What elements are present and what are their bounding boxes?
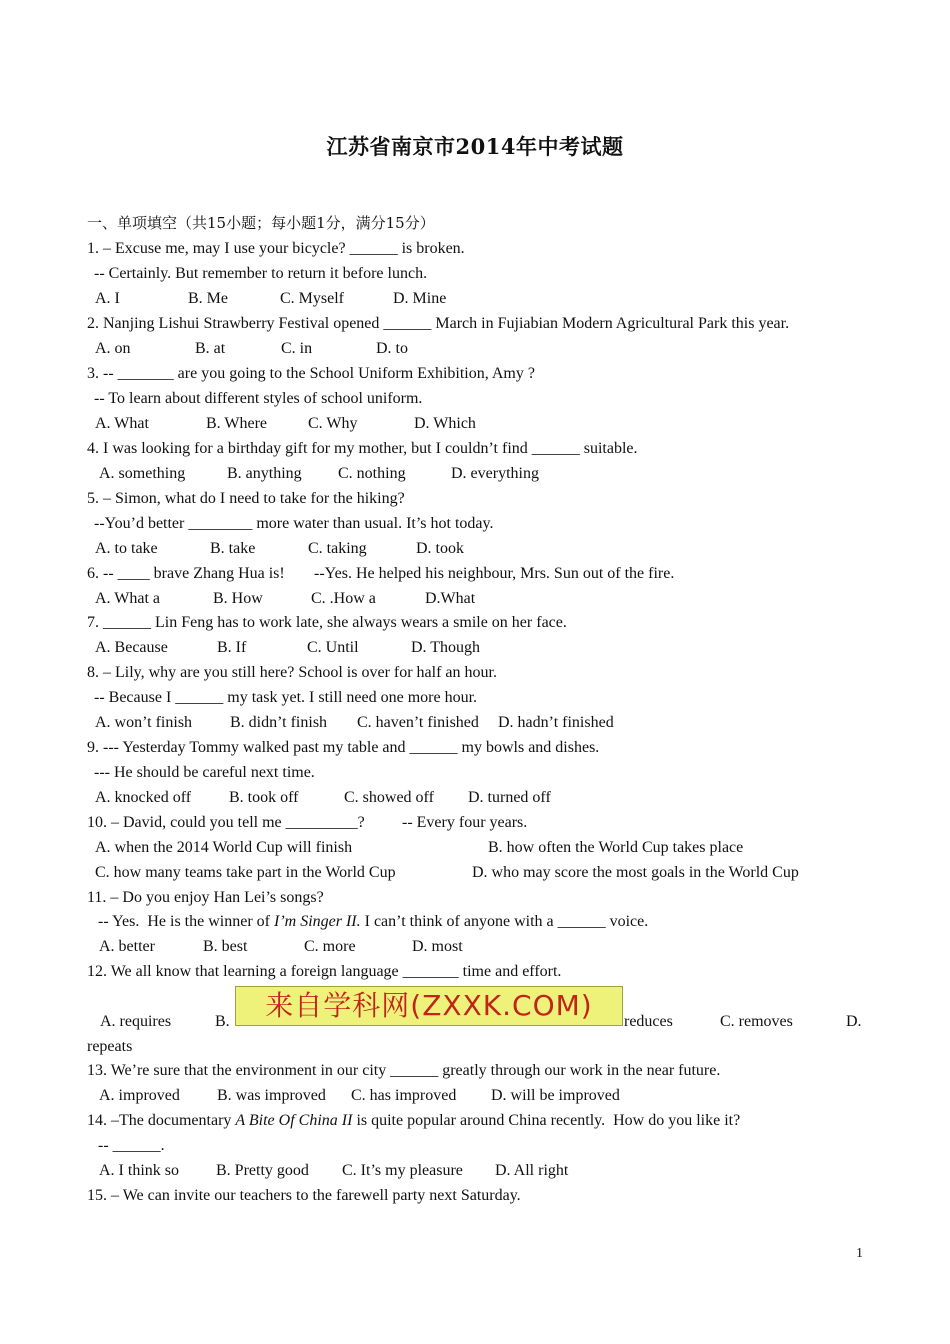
- section-heading: 一、单项填空（共15小题；每小题1分，满分15分）: [87, 214, 435, 232]
- option-b: B. Me: [188, 290, 228, 307]
- question-6: [87, 563, 787, 585]
- question-2-options: [87, 338, 787, 360]
- option-c: C. .How a: [311, 590, 376, 607]
- question-11-response: [98, 911, 648, 933]
- option-c: C. haven’t finished: [357, 714, 479, 731]
- option-c: C. more: [304, 938, 356, 955]
- question-12: 12. We all know that learning a foreign language _______ time and effort.: [87, 963, 562, 980]
- option-c: C. has improved: [351, 1087, 457, 1104]
- option-c: C. showed off: [344, 789, 434, 806]
- option-a: A. won’t finish: [95, 714, 193, 731]
- question-14-text-2: is quite popular around China recently. How do you like it?: [352, 1112, 741, 1129]
- question-10-options-row-1: [87, 837, 847, 859]
- page-number: 1: [856, 1246, 863, 1261]
- question-4: 4. I was looking for a birthday gift for my mother, but I couldn’t find ______ suitable.: [87, 440, 638, 457]
- documentary-title: A Bite Of China II: [235, 1112, 353, 1129]
- page-title: 江苏省南京市2014年中考试题: [326, 134, 624, 159]
- option-b: B. anything: [227, 465, 302, 482]
- option-d: D. who may score the most goals in the World Cup: [472, 864, 799, 881]
- option-d: D. hadn’t finished: [498, 714, 614, 731]
- question-10-prompt: 10. – David, could you tell me _________?: [87, 814, 365, 831]
- question-4-options: [87, 463, 787, 485]
- option-d: D. Mine: [393, 290, 447, 307]
- option-a: A. knocked off: [95, 789, 192, 806]
- option-b: B. was improved: [217, 1087, 326, 1104]
- option-b: B. at: [195, 340, 226, 357]
- option-b: B. didn’t finish: [230, 714, 328, 731]
- question-3: 3. -- _______ are you going to the School Uniform Exhibition, Amy ?: [87, 365, 535, 382]
- option-d: D. took: [416, 540, 464, 557]
- question-13: 13. We’re sure that the environment in our city ______ greatly through our work in the near future.: [87, 1062, 721, 1079]
- option-d: D. most: [412, 938, 463, 955]
- question-10: [87, 812, 787, 834]
- response-text-1: -- Yes. He is the winner of: [98, 913, 274, 930]
- option-a: A. What: [95, 415, 149, 432]
- option-b-text: reduces: [624, 1013, 673, 1030]
- question-5-options: [87, 538, 787, 560]
- question-5: 5. – Simon, what do I need to take for the hiking?: [87, 490, 405, 507]
- question-1-response: -- Certainly. But remember to return it before lunch.: [94, 265, 428, 282]
- option-c: C. It’s my pleasure: [342, 1162, 463, 1179]
- option-d-text: repeats: [87, 1038, 133, 1055]
- watermark-banner: [235, 986, 623, 1026]
- question-9-response: --- He should be careful next time.: [94, 764, 315, 781]
- question-7: 7. ______ Lin Feng has to work late, she always wears a smile on her face.: [87, 614, 567, 631]
- option-b: B. If: [217, 639, 247, 656]
- option-a: A. when the 2014 World Cup will finish: [95, 839, 353, 856]
- option-a: A. I: [95, 290, 120, 307]
- option-b: B.: [215, 1013, 230, 1030]
- option-b: B. Pretty good: [216, 1162, 309, 1179]
- option-b: B. took off: [229, 789, 299, 806]
- option-d: D. will be improved: [491, 1087, 620, 1104]
- question-10-options-row-2: [87, 862, 847, 884]
- question-8-options: [87, 712, 787, 734]
- option-a: A. I think so: [99, 1162, 179, 1179]
- option-b: B. Where: [206, 415, 268, 432]
- question-6-options: [87, 588, 787, 610]
- question-8: 8. – Lily, why are you still here? School is over for half an hour.: [87, 664, 497, 681]
- option-d: D. Which: [414, 415, 476, 432]
- question-14: [87, 1110, 740, 1132]
- question-9: 9. --- Yesterday Tommy walked past my table and ______ my bowls and dishes.: [87, 739, 600, 756]
- question-7-options: [87, 637, 787, 659]
- option-b: B. how often the World Cup takes place: [488, 839, 744, 856]
- question-1: 1. – Excuse me, may I use your bicycle? ______ is broken.: [87, 240, 465, 257]
- watermark-text: 来自学科网(ZXXK.COM): [265, 989, 593, 1022]
- question-8-response: -- Because I ______ my task yet. I still need one more hour.: [94, 689, 478, 706]
- question-9-options: [87, 787, 787, 809]
- question-2: 2. Nanjing Lishui Strawberry Festival opened ______ March in Fujiabian Modern Agricultural Park this year.: [87, 315, 790, 332]
- question-3-options: [87, 413, 787, 435]
- option-c: C. taking: [308, 540, 367, 557]
- option-a: A. something: [99, 465, 186, 482]
- option-b: B. How: [213, 590, 263, 607]
- question-1-options: [87, 288, 787, 310]
- question-6-response: --Yes. He helped his neighbour, Mrs. Sun out of the fire.: [314, 565, 675, 582]
- option-a: A. improved: [99, 1087, 180, 1104]
- question-11: 11. – Do you enjoy Han Lei’s songs?: [87, 889, 324, 906]
- question-13-options: [87, 1085, 787, 1107]
- question-10-response: -- Every four years.: [402, 814, 528, 831]
- option-d: D. All right: [495, 1162, 569, 1179]
- option-d: D.: [846, 1013, 862, 1030]
- song-title: I’m Singer II.: [273, 913, 361, 930]
- question-6-prompt: 6. -- ____ brave Zhang Hua is!: [87, 565, 285, 582]
- option-c: C. in: [281, 340, 313, 357]
- option-d: D. to: [376, 340, 408, 357]
- option-b: B. take: [210, 540, 256, 557]
- option-d: D.What: [425, 590, 476, 607]
- option-d: D. Though: [411, 639, 481, 656]
- option-c: C. Until: [307, 639, 359, 656]
- option-a: A. better: [99, 938, 155, 955]
- option-a: A. requires: [100, 1013, 172, 1030]
- option-a: A. Because: [95, 639, 168, 656]
- question-3-response: -- To learn about different styles of school uniform.: [94, 390, 423, 407]
- option-c: C. Why: [308, 415, 358, 432]
- option-c: C. Myself: [280, 290, 344, 307]
- question-14-response: -- ______.: [98, 1137, 165, 1154]
- option-c: C. how many teams take part in the World Cup: [95, 864, 396, 881]
- option-a: A. on: [95, 340, 131, 357]
- question-14-text-1: 14. –The documentary: [87, 1112, 236, 1129]
- question-5-response: --You’d better ________ more water than usual. It’s hot today.: [94, 515, 494, 532]
- response-text-2: I can’t think of anyone with a ______ voice.: [360, 913, 649, 930]
- option-b: B. best: [203, 938, 248, 955]
- option-a: A. to take: [95, 540, 158, 557]
- option-d: D. turned off: [468, 789, 551, 806]
- question-11-options: [87, 936, 787, 958]
- option-c: C. nothing: [338, 465, 406, 482]
- question-15: 15. – We can invite our teachers to the farewell party next Saturday.: [87, 1187, 521, 1204]
- option-d: D. everything: [451, 465, 539, 482]
- option-a: A. What a: [95, 590, 161, 607]
- option-c: C. removes: [720, 1013, 793, 1030]
- question-14-options: [87, 1160, 787, 1182]
